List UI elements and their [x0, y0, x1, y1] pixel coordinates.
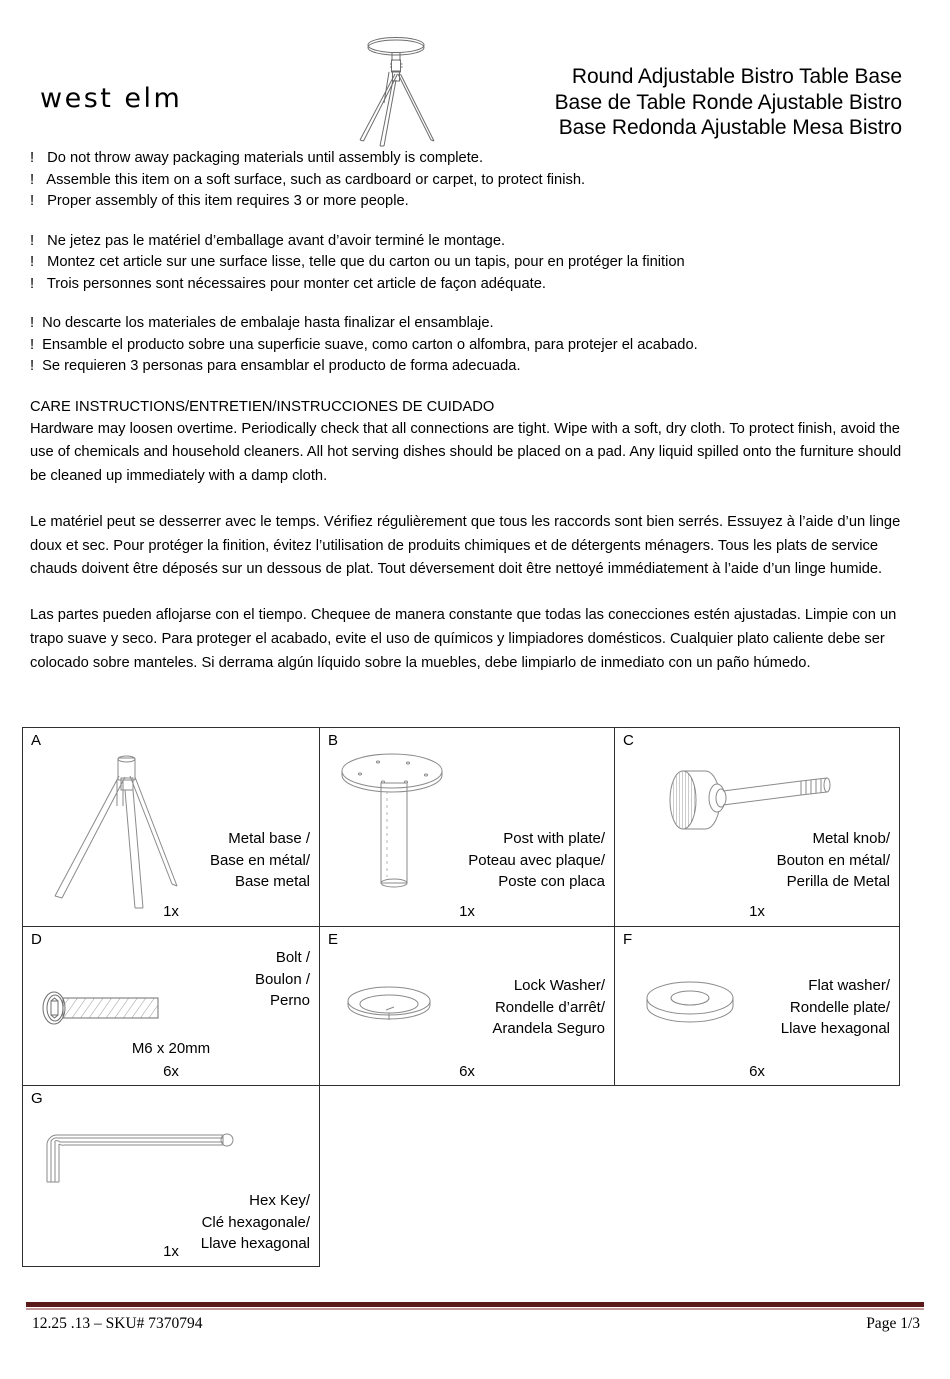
warning-marker: !	[30, 150, 35, 166]
warning-line	[30, 313, 910, 335]
part-quantity: 1x	[749, 903, 765, 920]
warning-marker: !	[30, 315, 35, 331]
part-label-es: Poste con placa	[498, 873, 605, 890]
instructions-content	[30, 148, 910, 676]
part-label-group	[255, 947, 310, 1012]
page-title-fr: Base de Table Ronde Ajustable Bistro	[554, 90, 902, 114]
warning-text: Trois personnes sont nécessaires pour monter cet article de façon adéquate.	[46, 275, 546, 292]
part-label-en: Bolt /	[275, 949, 310, 966]
part-letter: B	[328, 732, 339, 749]
part-label-es: Llave hexagonal	[780, 1020, 890, 1037]
warning-marker: !	[30, 336, 35, 353]
part-letter: E	[328, 931, 339, 948]
part-letter: D	[31, 931, 42, 948]
warning-line	[30, 356, 910, 378]
part-label-group	[468, 828, 605, 893]
bolt-icon	[35, 985, 175, 1031]
post-with-plate-icon	[340, 753, 450, 893]
page-header	[0, 0, 950, 148]
part-label-fr: Base en métal/	[209, 851, 310, 869]
part-cell-e	[320, 927, 615, 1086]
warning-text: Ne jetez pas le matériel d’emballage avant d’avoir terminé le montage.	[47, 232, 506, 249]
part-quantity: 1x	[163, 1243, 179, 1260]
part-quantity: 6x	[163, 1063, 179, 1080]
care-paragraph-fr: Le matériel peut se desserrer avec le temps. Vérifiez régulièrement que tous les raccords sont bien serrés. Essuyez à l’aide d’un linge doux et sec. Pour protéger la finition, évitez l’utilisation de produits chimiques et de détergents ménagers. Tous les plats de service chauds doivent être déposés sur un dessous de plat. Tout déversement doit être nettoyé immédiatement à l’aide d’un linge humide.	[30, 513, 901, 578]
page-title-es: Base Redonda Ajustable Mesa Bistro	[558, 116, 902, 139]
footer-divider-dark	[26, 1302, 924, 1307]
parts-list-table	[22, 727, 900, 1267]
page-footer	[0, 1289, 950, 1379]
warning-text: Proper assembly of this item requires 3 or more people.	[47, 193, 409, 209]
metal-tripod-base-icon	[45, 750, 205, 918]
warnings-english	[30, 148, 910, 213]
part-label-en: Metal knob/	[812, 830, 890, 847]
warning-text: Montez cet article sur une surface lisse, telle que du carton ou un tapis, pour en protéger la finition	[47, 254, 685, 270]
part-label-es: Arandela Seguro	[492, 1020, 605, 1037]
part-label-fr: Bouton en métal/	[776, 851, 890, 869]
warning-line	[30, 148, 910, 170]
warning-line	[30, 231, 910, 253]
flat-washer-icon	[643, 979, 743, 1025]
part-label-es: Llave hexagonal	[200, 1235, 310, 1252]
part-letter: C	[623, 732, 634, 749]
part-cell-a	[23, 728, 320, 927]
hex-key-icon	[37, 1124, 247, 1186]
footer-sku-text: 12.25 .13 – SKU# 7370794	[32, 1315, 203, 1332]
part-label-en: Post with plate/	[503, 830, 605, 847]
part-label-group	[781, 975, 890, 1040]
part-quantity: 1x	[163, 903, 179, 920]
part-quantity: 1x	[459, 903, 475, 920]
part-cell-c	[615, 728, 900, 927]
warning-marker: !	[30, 171, 35, 188]
warning-line	[30, 252, 910, 274]
lock-washer-icon	[344, 983, 440, 1025]
part-label-fr: Rondelle d’arrêt/	[494, 998, 605, 1016]
part-label-fr: Poteau avec plaque/	[468, 851, 605, 869]
part-label-en: Lock Washer/	[513, 977, 605, 994]
part-letter: A	[31, 732, 42, 749]
empty-cell	[320, 1086, 615, 1267]
part-label-en: Hex Key/	[249, 1192, 310, 1209]
part-letter: G	[31, 1090, 43, 1107]
warning-text: Assemble this item on a soft surface, such as cardboard or carpet, to protect finish.	[46, 171, 586, 188]
brand-logo: west elm	[40, 83, 183, 114]
part-cell-d	[23, 927, 320, 1086]
part-label-en: Metal base /	[228, 830, 310, 847]
care-instructions-heading: CARE INSTRUCTIONS/ENTRETIEN/INSTRUCCIONES DE CUIDADO	[30, 398, 495, 415]
empty-cell	[615, 1086, 900, 1267]
part-quantity: 6x	[749, 1063, 765, 1080]
product-title-block	[362, 64, 902, 141]
warning-marker: !	[30, 193, 35, 209]
part-label-es: Perno	[269, 992, 310, 1009]
warning-marker: !	[30, 358, 35, 374]
part-label-group	[777, 828, 890, 893]
table-row	[23, 927, 900, 1086]
warning-line	[30, 170, 910, 192]
part-label-fr: Rondelle plate/	[789, 998, 890, 1016]
part-quantity: 6x	[459, 1063, 475, 1080]
warning-marker: !	[30, 275, 35, 292]
part-label-fr: Boulon /	[254, 970, 310, 988]
warning-marker: !	[30, 232, 35, 249]
warning-line	[30, 274, 910, 296]
part-label-group	[210, 828, 310, 893]
part-cell-b	[320, 728, 615, 927]
table-row	[23, 1086, 900, 1267]
care-paragraph-es: Las partes pueden aflojarse con el tiempo. Chequee de manera constante que todas las conecciones estén ajustadas. Limpie con un trapo suave y seco. Para proteger el acabado, evite el uso de químicos y limpiadores domésticos. Cualquier plato caliente debe ser colocado sobre manteles. Si derrama algún líquido sobre la muebles, debe limpiarlo de inmediato con un paño húmedo.	[30, 607, 897, 671]
warning-line	[30, 335, 910, 357]
warning-text: Se requieren 3 personas para ensamblar el producto de forma adecuada.	[42, 358, 521, 374]
table-row	[23, 728, 900, 927]
footer-page-number: Page 1/3	[866, 1315, 920, 1332]
part-letter: F	[623, 931, 633, 948]
warning-line	[30, 191, 910, 213]
warning-text: Do not throw away packaging materials until assembly is complete.	[47, 150, 484, 166]
part-label-es: Base metal	[234, 873, 310, 890]
part-label-en: Flat washer/	[808, 977, 890, 994]
part-label-es: Perilla de Metal	[786, 873, 890, 890]
page-title-en: Round Adjustable Bistro Table Base	[571, 65, 902, 88]
part-cell-g	[23, 1086, 320, 1267]
part-label-group	[492, 975, 605, 1040]
part-cell-f	[615, 927, 900, 1086]
warnings-spanish	[30, 313, 910, 378]
warning-text: Ensamble el producto sobre una superficie suave, como carton o alfombra, para protejer el acabado.	[42, 336, 698, 353]
footer-divider-light	[26, 1308, 924, 1310]
metal-knob-icon	[661, 762, 851, 838]
part-label-fr: Clé hexagonale/	[201, 1213, 310, 1231]
warning-text: No descarte los materiales de embalaje hasta finalizar el ensamblaje.	[42, 315, 494, 331]
warnings-french	[30, 231, 910, 296]
part-spec: M6 x 20mm	[131, 1040, 211, 1057]
warning-marker: !	[30, 254, 35, 270]
care-paragraph-en: Hardware may loosen overtime. Periodically check that all connections are tight. Wipe with a soft, dry cloth. To protect finish, avoid the use of chemicals and household cleaners. All hot serving dishes should be placed on a pad. Any liquid spilled onto the furniture should be cleaned up immediately with a damp cloth.	[30, 420, 902, 485]
